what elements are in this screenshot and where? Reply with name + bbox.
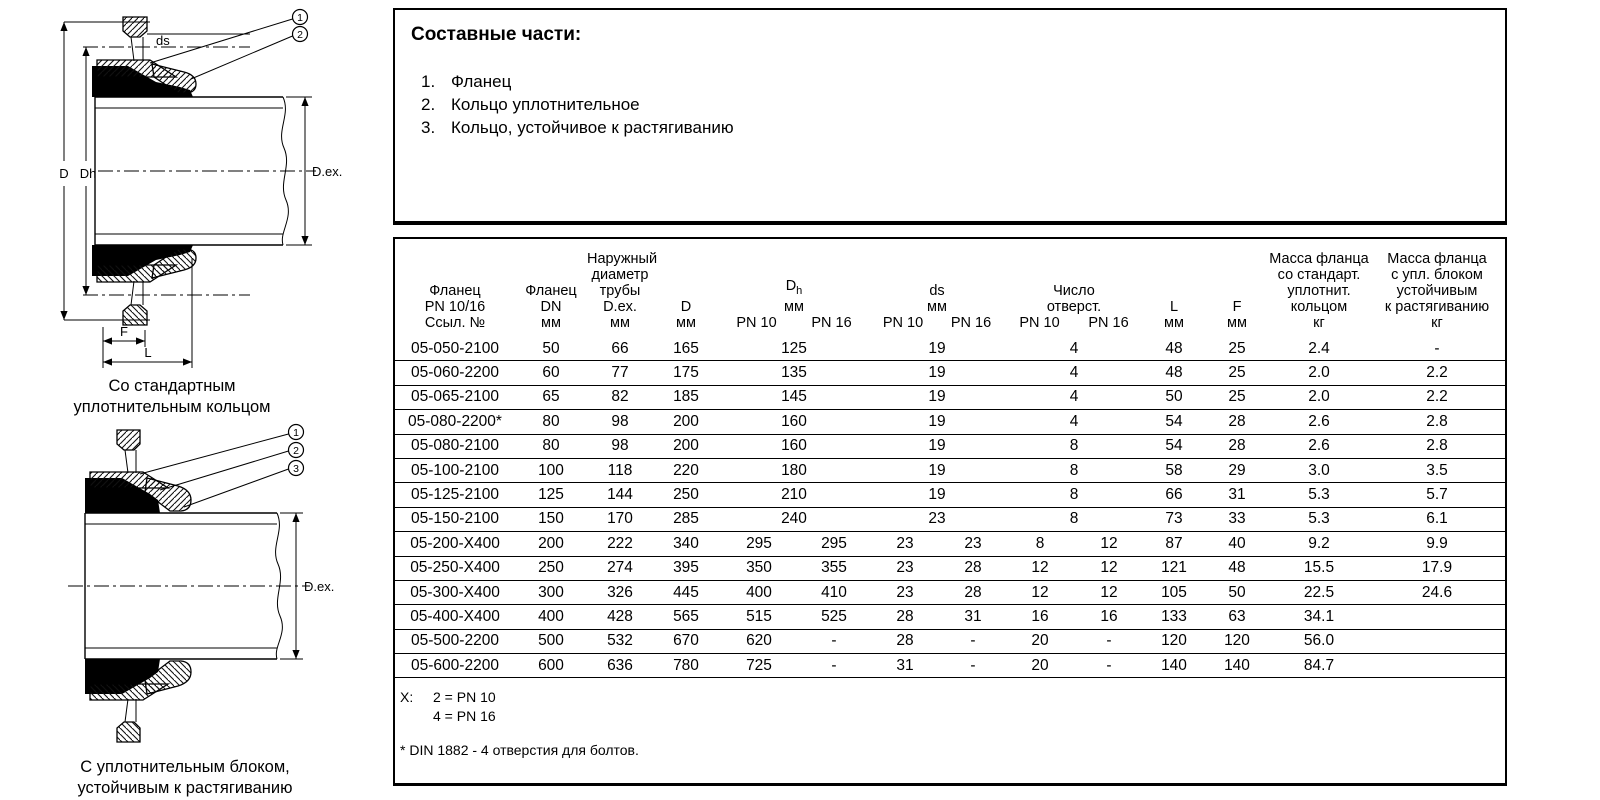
parts-item-label: Кольцо, устойчивое к растягиванию — [451, 118, 734, 137]
cell-dh-pn10: 295 — [719, 532, 799, 556]
dim-label-dex: D.ex. — [304, 579, 335, 594]
cell-mass-std: 15.5 — [1269, 556, 1369, 580]
cell-ref: 05-150-2100 — [395, 507, 515, 531]
cell-holes-pn10: 20 — [1005, 629, 1075, 653]
cell-l: 105 — [1143, 580, 1205, 604]
cell-mass-std: 3.0 — [1269, 458, 1369, 482]
cell-mass-block: - — [1369, 337, 1505, 361]
cell-ref: 05-050-2100 — [395, 337, 515, 361]
cell-f: 120 — [1205, 629, 1269, 653]
cell-l: 121 — [1143, 556, 1205, 580]
dim-label-f: F — [120, 324, 128, 339]
spec-table-box — [393, 237, 1507, 786]
col-header-l: L мм — [1164, 299, 1184, 331]
cell-f: 50 — [1205, 580, 1269, 604]
parts-item-number: 1. — [421, 72, 436, 91]
cell-mass-std: 2.0 — [1269, 385, 1369, 409]
cell-dex: 428 — [587, 605, 653, 629]
cell-f: 48 — [1205, 556, 1269, 580]
dim-label-dex: D.ex. — [312, 164, 343, 179]
cell-dh-pn16: - — [799, 654, 869, 678]
bolt-rib-section — [117, 430, 140, 450]
cell-dex: 82 — [587, 385, 653, 409]
cell-d: 670 — [653, 629, 719, 653]
dimension-f — [103, 324, 145, 368]
parts-list-item — [411, 116, 1489, 139]
table-row — [395, 385, 1505, 409]
cell-ds: 23 — [869, 507, 1005, 531]
table-header-row — [395, 239, 1505, 337]
cell-mass-block: 9.9 — [1369, 532, 1505, 556]
cell-dex: 77 — [587, 361, 653, 385]
col-header-dh-group: $D_h$ мм PN 10 PN 16 — [736, 278, 852, 331]
cell-dn: 100 — [515, 458, 587, 482]
cell-mass-block: 2.2 — [1369, 385, 1505, 409]
diagram-caption-line2: уплотнительным кольцом — [73, 398, 271, 416]
cell-mass-std: 2.6 — [1269, 434, 1369, 458]
callout-2-number: 2 — [297, 28, 303, 41]
cell-d: 395 — [653, 556, 719, 580]
cell-holes: 8 — [1005, 434, 1143, 458]
cell-dh-pn10: 400 — [719, 580, 799, 604]
cell-d: 285 — [653, 507, 719, 531]
cell-dn: 200 — [515, 532, 587, 556]
table-row — [395, 605, 1505, 629]
parts-list-item — [411, 93, 1489, 116]
flange-section-half — [83, 17, 250, 97]
cell-mass-block: 2.8 — [1369, 410, 1505, 434]
cell-ds: 19 — [869, 483, 1005, 507]
cell-l: 48 — [1143, 361, 1205, 385]
parts-list-box — [393, 8, 1507, 225]
cell-f: 33 — [1205, 507, 1269, 531]
cell-dh-pn16: 525 — [799, 605, 869, 629]
cell-holes-pn16: 12 — [1075, 532, 1143, 556]
cell-dn: 80 — [515, 434, 587, 458]
parts-item-number: 3. — [421, 118, 436, 137]
cell-mass-std: 84.7 — [1269, 654, 1369, 678]
cell-l: 48 — [1143, 337, 1205, 361]
cell-mass-block — [1369, 654, 1505, 678]
dim-label-l: L — [144, 345, 152, 360]
cell-mass-std: 2.6 — [1269, 410, 1369, 434]
cell-dn: 125 — [515, 483, 587, 507]
table-row — [395, 556, 1505, 580]
cell-d: 175 — [653, 361, 719, 385]
diagram-tension-resistant-block — [0, 420, 392, 800]
cell-f: 29 — [1205, 458, 1269, 482]
cell-ds-pn10: 23 — [869, 556, 941, 580]
callout-3-number: 3 — [293, 462, 299, 475]
table-row — [395, 337, 1505, 361]
cell-dex: 144 — [587, 483, 653, 507]
col-header-d: D мм — [676, 299, 696, 331]
cell-d: 200 — [653, 434, 719, 458]
callout-1 — [150, 10, 308, 64]
cell-l: 54 — [1143, 410, 1205, 434]
parts-list — [411, 70, 1489, 139]
cell-ds: 19 — [869, 385, 1005, 409]
col-header-mass-block: Масса фланца с упл. блоком устойчивым к растягиванию кг — [1384, 251, 1490, 331]
cell-d: 200 — [653, 410, 719, 434]
cell-dh-pn10: 515 — [719, 605, 799, 629]
diagram-panel — [0, 0, 392, 800]
cell-ref: 05-400-X400 — [395, 605, 515, 629]
cell-ds-pn10: 23 — [869, 580, 941, 604]
callout-1-number: 1 — [293, 426, 299, 439]
cell-ds: 19 — [869, 434, 1005, 458]
col-header-holes-group: Число отверст. PN 10 PN 16 — [1019, 283, 1129, 331]
cell-ref: 05-065-2100 — [395, 385, 515, 409]
cell-dex: 274 — [587, 556, 653, 580]
cell-ds-pn16: - — [941, 654, 1005, 678]
cell-ds-pn16: 28 — [941, 556, 1005, 580]
cell-dh: 240 — [719, 507, 869, 531]
cell-ds-pn10: 28 — [869, 605, 941, 629]
cell-f: 28 — [1205, 410, 1269, 434]
flange-spec-table — [395, 239, 1505, 678]
cell-f: 31 — [1205, 483, 1269, 507]
cell-f: 25 — [1205, 385, 1269, 409]
cell-d: 220 — [653, 458, 719, 482]
cell-dh: 145 — [719, 385, 869, 409]
diagram-caption-line2: устойчивым к растягиванию — [77, 779, 293, 797]
col-header-dn: Фланец DN мм — [525, 283, 577, 331]
cell-holes: 4 — [1005, 361, 1143, 385]
cell-ds-pn10: 23 — [869, 532, 941, 556]
cell-ds-pn10: 28 — [869, 629, 941, 653]
cell-mass-block: 2.8 — [1369, 434, 1505, 458]
cell-l: 66 — [1143, 483, 1205, 507]
callout-3 — [184, 461, 304, 508]
cell-dh: 160 — [719, 434, 869, 458]
cell-ref: 05-080-2100 — [395, 434, 515, 458]
cell-d: 250 — [653, 483, 719, 507]
cell-ds-pn16: - — [941, 629, 1005, 653]
col-header-dex: Наружный диаметр трубы D.ex. мм — [587, 251, 658, 331]
footnote-din: * DIN 1882 - 4 отверстия для болтов. — [400, 742, 639, 759]
col-header-mass-std: Масса фланца со стандарт. уплотнит. кольцом кг — [1269, 251, 1369, 331]
cell-l: 87 — [1143, 532, 1205, 556]
parts-item-label: Фланец — [451, 72, 512, 91]
cell-ds-pn16: 23 — [941, 532, 1005, 556]
cell-dex: 532 — [587, 629, 653, 653]
cell-ds: 19 — [869, 361, 1005, 385]
footnote-x — [400, 688, 1505, 726]
cell-dn: 65 — [515, 385, 587, 409]
cell-mass-std: 56.0 — [1269, 629, 1369, 653]
cell-ref: 05-060-2200 — [395, 361, 515, 385]
callout-1 — [140, 425, 304, 475]
cell-dex: 66 — [587, 337, 653, 361]
cell-dh-pn10: 620 — [719, 629, 799, 653]
cell-dex: 98 — [587, 410, 653, 434]
cell-mass-block: 17.9 — [1369, 556, 1505, 580]
cell-holes: 8 — [1005, 483, 1143, 507]
cell-holes-pn10: 20 — [1005, 654, 1075, 678]
cell-dh-pn16: 355 — [799, 556, 869, 580]
cell-dn: 300 — [515, 580, 587, 604]
col-header-ref: Фланец PN 10/16 Ссыл. № — [424, 283, 486, 331]
cell-dex: 170 — [587, 507, 653, 531]
cell-mass-block: 5.7 — [1369, 483, 1505, 507]
cell-dh: 180 — [719, 458, 869, 482]
cell-l: 58 — [1143, 458, 1205, 482]
flange-section-half — [85, 430, 191, 513]
table-row — [395, 361, 1505, 385]
cell-dn: 80 — [515, 410, 587, 434]
cell-holes-pn10: 12 — [1005, 556, 1075, 580]
cell-d: 565 — [653, 605, 719, 629]
cell-holes-pn16: - — [1075, 654, 1143, 678]
parts-item-label: Кольцо уплотнительное — [451, 95, 640, 114]
table-row — [395, 654, 1505, 678]
cell-d: 165 — [653, 337, 719, 361]
cell-holes: 8 — [1005, 507, 1143, 531]
cell-mass-std: 34.1 — [1269, 605, 1369, 629]
table-footnotes — [395, 678, 1505, 760]
footnote-x-label: X: — [400, 689, 414, 706]
cell-l: 140 — [1143, 654, 1205, 678]
cell-dn: 250 — [515, 556, 587, 580]
cell-dex: 636 — [587, 654, 653, 678]
diagram-standard-sealing-ring — [0, 0, 392, 420]
cell-holes-pn16: 16 — [1075, 605, 1143, 629]
cell-holes-pn16: 12 — [1075, 556, 1143, 580]
table-row — [395, 483, 1505, 507]
callout-2-number: 2 — [293, 444, 299, 457]
cell-d: 445 — [653, 580, 719, 604]
cell-mass-std: 9.2 — [1269, 532, 1369, 556]
parts-list-item — [411, 70, 1489, 93]
table-row — [395, 410, 1505, 434]
cell-ds: 19 — [869, 410, 1005, 434]
cell-dex: 98 — [587, 434, 653, 458]
cell-mass-block: 6.1 — [1369, 507, 1505, 531]
cell-f: 25 — [1205, 361, 1269, 385]
cell-dh-pn16: 410 — [799, 580, 869, 604]
cell-dh: 210 — [719, 483, 869, 507]
cell-holes: 4 — [1005, 410, 1143, 434]
cell-dn: 60 — [515, 361, 587, 385]
cell-holes-pn16: 12 — [1075, 580, 1143, 604]
diagram-caption-line1: Со стандартным — [108, 377, 236, 395]
table-row — [395, 629, 1505, 653]
cell-l: 120 — [1143, 629, 1205, 653]
dimension-ds — [147, 33, 250, 48]
cell-ds: 19 — [869, 337, 1005, 361]
cell-dn: 500 — [515, 629, 587, 653]
pipe-section — [68, 513, 310, 659]
cell-dh-pn16: 295 — [799, 532, 869, 556]
callout-1-number: 1 — [297, 11, 303, 24]
table-body — [395, 337, 1505, 678]
cell-holes-pn10: 8 — [1005, 532, 1075, 556]
cell-f: 28 — [1205, 434, 1269, 458]
cell-ref: 05-200-X400 — [395, 532, 515, 556]
cell-ref: 05-250-X400 — [395, 556, 515, 580]
cell-l: 73 — [1143, 507, 1205, 531]
cell-mass-std: 5.3 — [1269, 507, 1369, 531]
cell-ref: 05-600-2200 — [395, 654, 515, 678]
cell-mass-std: 5.3 — [1269, 483, 1369, 507]
cell-f: 40 — [1205, 532, 1269, 556]
cell-holes: 4 — [1005, 337, 1143, 361]
pipe-section — [95, 97, 316, 245]
cell-holes-pn10: 12 — [1005, 580, 1075, 604]
cell-mass-std: 22.5 — [1269, 580, 1369, 604]
cell-dh: 135 — [719, 361, 869, 385]
cell-mass-block — [1369, 605, 1505, 629]
parts-list-title: Составные части: — [411, 24, 582, 45]
cell-dn: 600 — [515, 654, 587, 678]
cell-f: 25 — [1205, 337, 1269, 361]
col-header-f: F мм — [1227, 299, 1247, 331]
cell-d: 780 — [653, 654, 719, 678]
cell-holes: 4 — [1005, 385, 1143, 409]
cell-dn: 400 — [515, 605, 587, 629]
cell-f: 63 — [1205, 605, 1269, 629]
cell-dn: 150 — [515, 507, 587, 531]
diagram-caption-line1: С уплотнительным блоком, — [80, 758, 290, 776]
cell-ds-pn10: 31 — [869, 654, 941, 678]
cell-dh-pn16: - — [799, 629, 869, 653]
cell-l: 54 — [1143, 434, 1205, 458]
cell-ref: 05-500-2200 — [395, 629, 515, 653]
bolt-rib-section — [123, 17, 147, 37]
cell-holes: 8 — [1005, 458, 1143, 482]
footnote-x-line2: 4 = PN 16 — [433, 708, 496, 725]
cell-holes-pn10: 16 — [1005, 605, 1075, 629]
cell-dex: 326 — [587, 580, 653, 604]
cell-ref: 05-125-2100 — [395, 483, 515, 507]
cell-dh: 160 — [719, 410, 869, 434]
table-row — [395, 458, 1505, 482]
cell-ds: 19 — [869, 458, 1005, 482]
cell-mass-block — [1369, 629, 1505, 653]
cell-dex: 222 — [587, 532, 653, 556]
cell-ds-pn16: 31 — [941, 605, 1005, 629]
table-row — [395, 580, 1505, 604]
table-row — [395, 434, 1505, 458]
cell-ds-pn16: 28 — [941, 580, 1005, 604]
dim-label-dh: Dh — [79, 166, 97, 181]
cell-ref: 05-080-2200* — [395, 410, 515, 434]
cell-holes-pn16: - — [1075, 629, 1143, 653]
cell-f: 140 — [1205, 654, 1269, 678]
footnote-x-line1: 2 = PN 10 — [433, 689, 496, 706]
dim-label-d: D — [59, 166, 69, 181]
cell-d: 185 — [653, 385, 719, 409]
cell-dn: 50 — [515, 337, 587, 361]
cell-dh: 125 — [719, 337, 869, 361]
cell-mass-block: 2.2 — [1369, 361, 1505, 385]
cell-ref: 05-100-2100 — [395, 458, 515, 482]
col-header-ds-group: ds мм PN 10 PN 16 — [882, 283, 992, 331]
cell-mass-block: 3.5 — [1369, 458, 1505, 482]
parts-item-number: 2. — [421, 95, 436, 114]
cell-l: 50 — [1143, 385, 1205, 409]
cell-dh-pn10: 725 — [719, 654, 799, 678]
table-row — [395, 532, 1505, 556]
cell-dex: 118 — [587, 458, 653, 482]
cell-mass-std: 2.4 — [1269, 337, 1369, 361]
cell-l: 133 — [1143, 605, 1205, 629]
cell-dh-pn10: 350 — [719, 556, 799, 580]
table-row — [395, 507, 1505, 531]
cell-d: 340 — [653, 532, 719, 556]
cell-mass-std: 2.0 — [1269, 361, 1369, 385]
cell-mass-block: 24.6 — [1369, 580, 1505, 604]
cell-ref: 05-300-X400 — [395, 580, 515, 604]
dim-label-ds: ds — [156, 33, 170, 48]
